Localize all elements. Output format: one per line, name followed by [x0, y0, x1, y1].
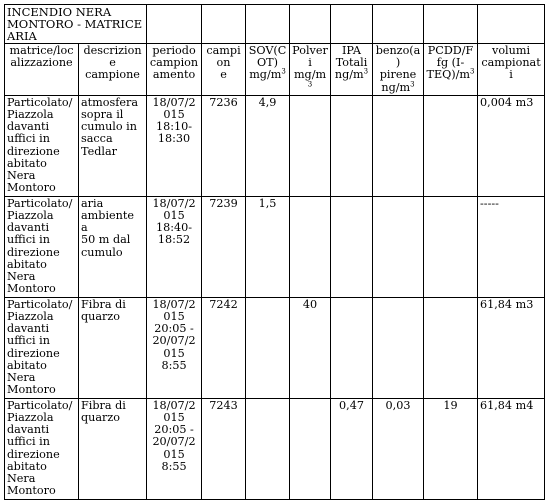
- ipa-cell: [331, 196, 373, 297]
- sov-cell: [246, 297, 290, 398]
- header-cell: campion e: [202, 44, 246, 96]
- empty-cell: [202, 5, 246, 44]
- sov-cell: [246, 398, 290, 499]
- matrice-cell: Particolato/ Piazzola davanti uffici in direzione abitato Nera Montoro: [5, 95, 79, 196]
- pcdd-cell: [424, 95, 478, 196]
- table-row: [5, 398, 545, 499]
- periodo-cell: 18/07/2 015 18:10- 18:30: [147, 95, 202, 196]
- volumi-cell: -----: [478, 196, 545, 297]
- polveri-cell: [290, 196, 331, 297]
- campione-cell: 7239: [202, 196, 246, 297]
- empty-cell: [424, 5, 478, 44]
- periodo-cell: 18/07/2 015 20:05 - 20/07/2 015 8:55: [147, 398, 202, 499]
- header-cell: periodo campion amento: [147, 44, 202, 96]
- empty-cell: [373, 5, 424, 44]
- empty-cell: [246, 5, 290, 44]
- header-cell: PCDD/F fg (I- $TEQ)/m^3$: [424, 44, 478, 96]
- descrizione-cell: Fibra di quarzo: [79, 297, 147, 398]
- header-cell: descrizione campione: [79, 44, 147, 96]
- matrice-cell: Particolato/ Piazzola davanti uffici in direzione abitato Nera Montoro: [5, 297, 79, 398]
- volumi-cell: 61,84 m4: [478, 398, 545, 499]
- title-row: [5, 5, 545, 44]
- campione-cell: 7236: [202, 95, 246, 196]
- pcdd-cell: [424, 196, 478, 297]
- volumi-cell: 0,004 m3: [478, 95, 545, 196]
- benzo-cell: [373, 95, 424, 196]
- polveri-cell: [290, 95, 331, 196]
- descrizione-cell: Fibra di quarzo: [79, 398, 147, 499]
- ipa-cell: [331, 297, 373, 398]
- descrizione-cell: atmosfera sopra il cumulo in sacca Tedlar: [79, 95, 147, 196]
- header-cell: IPA Totali $ng/m^3$: [331, 44, 373, 96]
- benzo-cell: [373, 196, 424, 297]
- pcdd-cell: [424, 297, 478, 398]
- header-cell: Polveri $mg/m^3$: [290, 44, 331, 96]
- header-cell: volumi campionati: [478, 44, 545, 96]
- campione-cell: 7243: [202, 398, 246, 499]
- empty-cell: [290, 5, 331, 44]
- empty-cell: [147, 5, 202, 44]
- table-title: INCENDIO NERA MONTORO - MATRICE ARIA: [5, 5, 147, 44]
- ipa-cell: [331, 95, 373, 196]
- header-cell: SOV(C OT) $mg/m^3$: [246, 44, 290, 96]
- results-table: [4, 4, 545, 500]
- periodo-cell: 18/07/2 015 20:05 - 20/07/2 015 8:55: [147, 297, 202, 398]
- table-row: [5, 95, 545, 196]
- ipa-cell: 0,47: [331, 398, 373, 499]
- matrice-cell: Particolato/ Piazzola davanti uffici in direzione abitato Nera Montoro: [5, 398, 79, 499]
- matrice-cell: Particolato/ Piazzola davanti uffici in direzione abitato Nera Montoro: [5, 196, 79, 297]
- benzo-cell: 0,03: [373, 398, 424, 499]
- header-row: [5, 44, 545, 96]
- pcdd-cell: 19: [424, 398, 478, 499]
- sov-cell: 4,9: [246, 95, 290, 196]
- campione-cell: 7242: [202, 297, 246, 398]
- empty-cell: [331, 5, 373, 44]
- descrizione-cell: aria ambiente a 50 m dal cumulo: [79, 196, 147, 297]
- polveri-cell: 40: [290, 297, 331, 398]
- header-cell: benzo(a) pirene $ng/m^3$: [373, 44, 424, 96]
- polveri-cell: [290, 398, 331, 499]
- sov-cell: 1,5: [246, 196, 290, 297]
- benzo-cell: [373, 297, 424, 398]
- periodo-cell: 18/07/2 015 18:40- 18:52: [147, 196, 202, 297]
- header-cell: matrice/loc alizzazione: [5, 44, 79, 96]
- table-row: [5, 196, 545, 297]
- empty-cell: [478, 5, 545, 44]
- volumi-cell: 61,84 m3: [478, 297, 545, 398]
- table-row: [5, 297, 545, 398]
